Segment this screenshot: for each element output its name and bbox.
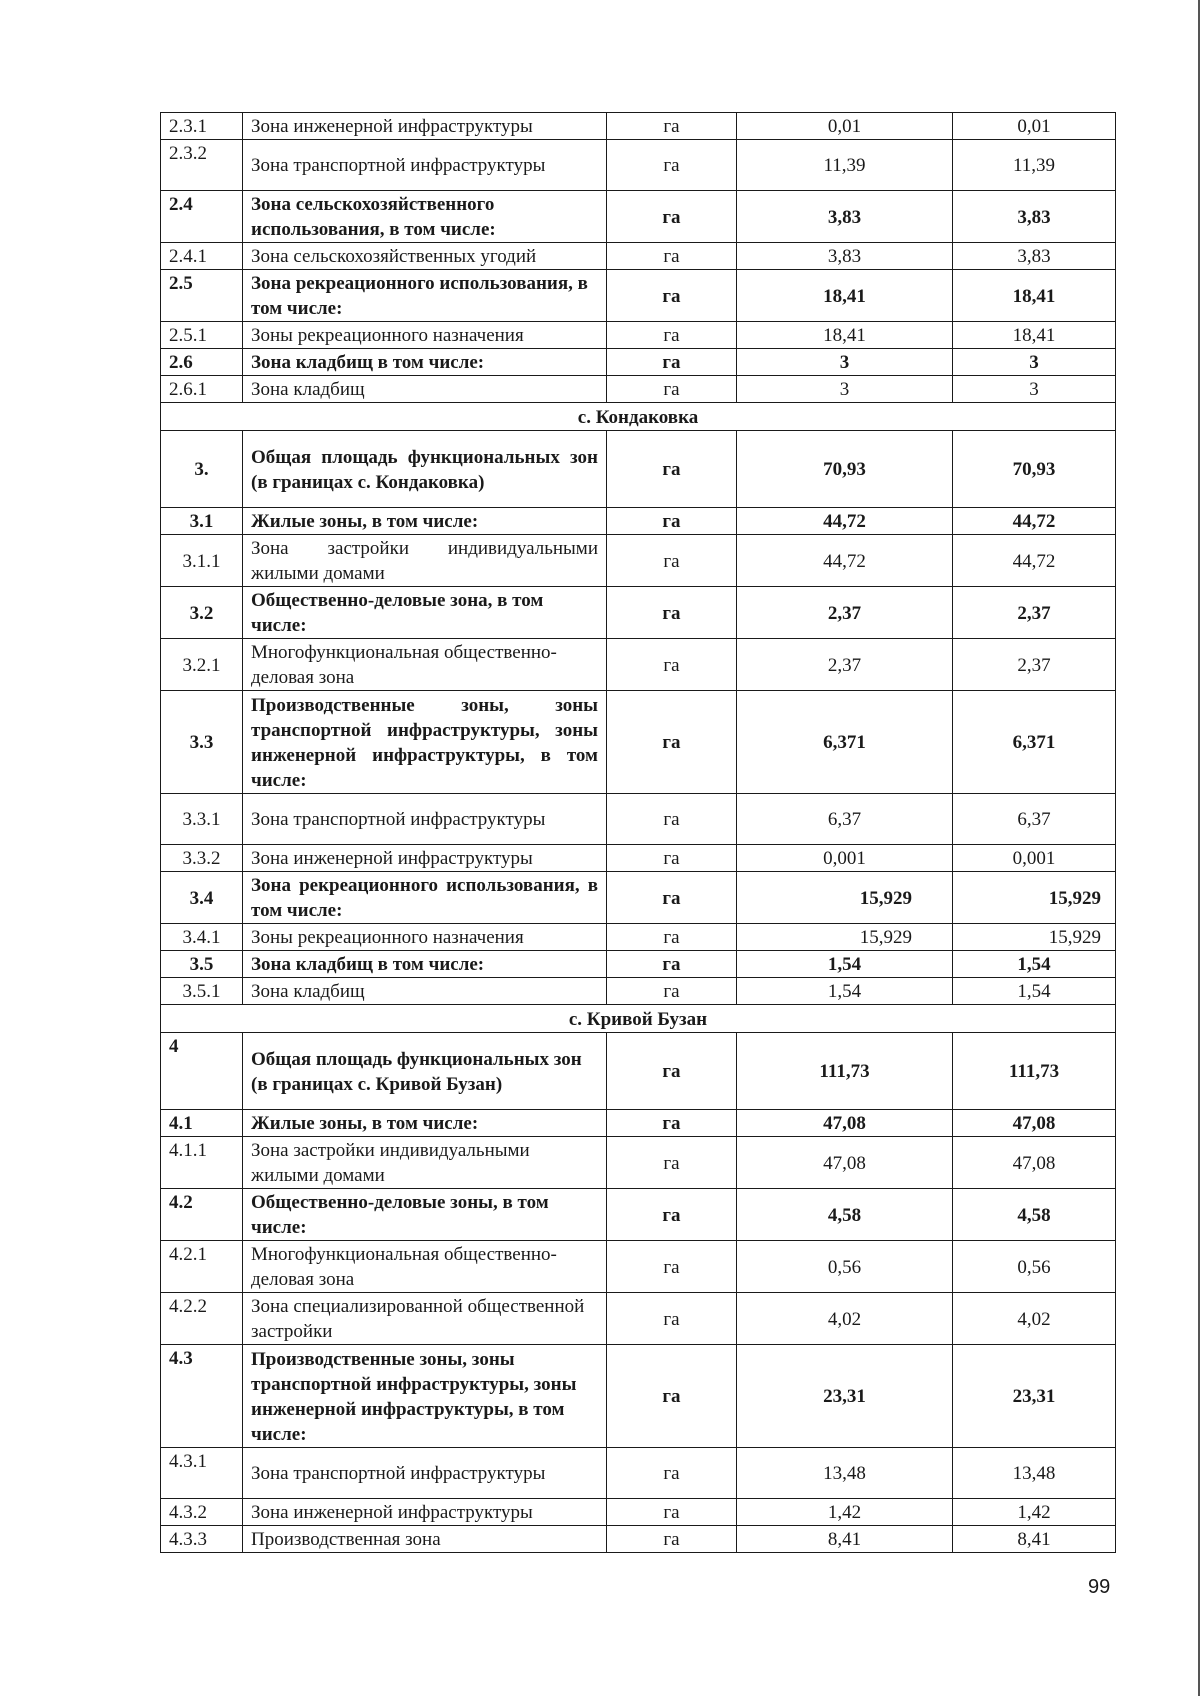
table-row bbox=[161, 1189, 1116, 1241]
value-1: 0,01 bbox=[737, 113, 953, 140]
zone-name: Зона транспортной инфраструктуры bbox=[243, 794, 607, 845]
zone-name: Зона сельскохозяйственного использования, в том числе: bbox=[243, 191, 607, 243]
value-2: 3,83 bbox=[953, 191, 1116, 243]
row-number: 2.5.1 bbox=[161, 322, 243, 349]
value-2: 3 bbox=[953, 349, 1116, 376]
value-2: 15,929 bbox=[953, 872, 1116, 924]
value-1: 11,39 bbox=[737, 140, 953, 191]
unit: га bbox=[607, 191, 737, 243]
value-1: 3,83 bbox=[737, 191, 953, 243]
table-row bbox=[161, 1345, 1116, 1448]
row-number: 4.3.2 bbox=[161, 1499, 243, 1526]
row-number: 4.2.1 bbox=[161, 1241, 243, 1293]
row-number: 2.4 bbox=[161, 191, 243, 243]
row-number: 2.6 bbox=[161, 349, 243, 376]
unit: га bbox=[607, 1241, 737, 1293]
value-2: 6,37 bbox=[953, 794, 1116, 845]
table-row bbox=[161, 691, 1116, 794]
table-row bbox=[161, 924, 1116, 951]
table-row bbox=[161, 322, 1116, 349]
zone-name: Зоны рекреационного назначения bbox=[243, 924, 607, 951]
zone-name: Зона кладбищ bbox=[243, 978, 607, 1005]
zone-name: Общая площадь функциональных зон (в границах с. Кондаковка) bbox=[243, 431, 607, 508]
table-row bbox=[161, 845, 1116, 872]
value-1: 44,72 bbox=[737, 508, 953, 535]
unit: га bbox=[607, 845, 737, 872]
zone-name: Зона рекреационного использования, в том числе: bbox=[243, 872, 607, 924]
unit: га bbox=[607, 243, 737, 270]
value-2: 2,37 bbox=[953, 587, 1116, 639]
unit: га bbox=[607, 1526, 737, 1553]
value-2: 0,01 bbox=[953, 113, 1116, 140]
value-1: 1,42 bbox=[737, 1499, 953, 1526]
value-1: 1,54 bbox=[737, 978, 953, 1005]
table-body bbox=[161, 113, 1116, 1553]
value-2: 18,41 bbox=[953, 322, 1116, 349]
value-2: 4,58 bbox=[953, 1189, 1116, 1241]
unit: га bbox=[607, 1448, 737, 1499]
zone-name: Зона застройки индивидуальными жилыми домами bbox=[243, 1137, 607, 1189]
zone-name: Производственные зоны, зоны транспортной инфраструктуры, зоны инженерной инфраструктуры, в том числе: bbox=[243, 1345, 607, 1448]
value-2: 111,73 bbox=[953, 1033, 1116, 1110]
unit: га bbox=[607, 431, 737, 508]
value-2: 70,93 bbox=[953, 431, 1116, 508]
zone-name: Зона инженерной инфраструктуры bbox=[243, 845, 607, 872]
value-1: 3 bbox=[737, 349, 953, 376]
unit: га bbox=[607, 794, 737, 845]
value-2: 4,02 bbox=[953, 1293, 1116, 1345]
table-row bbox=[161, 113, 1116, 140]
table-row bbox=[161, 535, 1116, 587]
row-number: 2.3.2 bbox=[161, 140, 243, 191]
zone-name: Зона инженерной инфраструктуры bbox=[243, 1499, 607, 1526]
row-number: 4.3.3 bbox=[161, 1526, 243, 1553]
value-2: 1,42 bbox=[953, 1499, 1116, 1526]
table-row bbox=[161, 191, 1116, 243]
zone-name: Зона застройки индивидуальными жилыми домами bbox=[243, 535, 607, 587]
section-title: с. Кондаковка bbox=[161, 403, 1116, 431]
page-number: 99 bbox=[1088, 1576, 1111, 1598]
row-number: 4.3.1 bbox=[161, 1448, 243, 1499]
value-2: 1,54 bbox=[953, 951, 1116, 978]
value-1: 47,08 bbox=[737, 1137, 953, 1189]
table-row bbox=[161, 1033, 1116, 1110]
table-row bbox=[161, 1526, 1116, 1553]
unit: га bbox=[607, 1137, 737, 1189]
row-number: 2.3.1 bbox=[161, 113, 243, 140]
value-1: 47,08 bbox=[737, 1110, 953, 1137]
row-number: 2.5 bbox=[161, 270, 243, 322]
value-1: 4,58 bbox=[737, 1189, 953, 1241]
value-1: 15,929 bbox=[737, 872, 953, 924]
table-row bbox=[161, 140, 1116, 191]
row-number: 4.3 bbox=[161, 1345, 243, 1448]
value-1: 6,371 bbox=[737, 691, 953, 794]
value-1: 0,56 bbox=[737, 1241, 953, 1293]
table-row bbox=[161, 794, 1116, 845]
value-2: 23,31 bbox=[953, 1345, 1116, 1448]
value-2: 1,54 bbox=[953, 978, 1116, 1005]
row-number: 2.4.1 bbox=[161, 243, 243, 270]
value-1: 3 bbox=[737, 376, 953, 403]
table-row bbox=[161, 431, 1116, 508]
unit: га bbox=[607, 113, 737, 140]
value-2: 3,83 bbox=[953, 243, 1116, 270]
zone-name: Жилые зоны, в том числе: bbox=[243, 508, 607, 535]
row-number: 3.3 bbox=[161, 691, 243, 794]
unit: га bbox=[607, 1189, 737, 1241]
value-1: 1,54 bbox=[737, 951, 953, 978]
row-number: 4.2 bbox=[161, 1189, 243, 1241]
value-1: 2,37 bbox=[737, 639, 953, 691]
section-title: с. Кривой Бузан bbox=[161, 1005, 1116, 1033]
unit: га bbox=[607, 1110, 737, 1137]
value-1: 8,41 bbox=[737, 1526, 953, 1553]
row-number: 2.6.1 bbox=[161, 376, 243, 403]
table-row bbox=[161, 951, 1116, 978]
value-1: 44,72 bbox=[737, 535, 953, 587]
unit: га bbox=[607, 349, 737, 376]
unit: га bbox=[607, 639, 737, 691]
table-row bbox=[161, 508, 1116, 535]
zone-name: Общественно-деловые зона, в том числе: bbox=[243, 587, 607, 639]
value-2: 0,56 bbox=[953, 1241, 1116, 1293]
table-row bbox=[161, 587, 1116, 639]
unit: га bbox=[607, 951, 737, 978]
value-2: 6,371 bbox=[953, 691, 1116, 794]
value-2: 44,72 bbox=[953, 508, 1116, 535]
value-1: 4,02 bbox=[737, 1293, 953, 1345]
zone-name: Зона кладбищ в том числе: bbox=[243, 951, 607, 978]
table-row bbox=[161, 872, 1116, 924]
row-number: 3.4 bbox=[161, 872, 243, 924]
value-2: 8,41 bbox=[953, 1526, 1116, 1553]
row-number: 3. bbox=[161, 431, 243, 508]
zone-name: Зона транспортной инфраструктуры bbox=[243, 140, 607, 191]
value-1: 111,73 bbox=[737, 1033, 953, 1110]
zone-name: Общественно-деловые зоны, в том числе: bbox=[243, 1189, 607, 1241]
value-2: 47,08 bbox=[953, 1137, 1116, 1189]
unit: га bbox=[607, 508, 737, 535]
zone-name: Общая площадь функциональных зон (в границах с. Кривой Бузан) bbox=[243, 1033, 607, 1110]
zone-name: Зона сельскохозяйственных угодий bbox=[243, 243, 607, 270]
table-row bbox=[161, 376, 1116, 403]
value-1: 13,48 bbox=[737, 1448, 953, 1499]
value-2: 44,72 bbox=[953, 535, 1116, 587]
zone-name: Производственная зона bbox=[243, 1526, 607, 1553]
table-row bbox=[161, 1110, 1116, 1137]
row-number: 3.5.1 bbox=[161, 978, 243, 1005]
row-number: 3.1 bbox=[161, 508, 243, 535]
unit: га bbox=[607, 978, 737, 1005]
table-row bbox=[161, 978, 1116, 1005]
zone-name: Зона кладбищ в том числе: bbox=[243, 349, 607, 376]
row-number: 4.1.1 bbox=[161, 1137, 243, 1189]
zone-name: Производственные зоны, зоны транспортной инфраструктуры, зоны инженерной инфраструктуры, в том числе: bbox=[243, 691, 607, 794]
section-row bbox=[161, 1005, 1116, 1033]
value-2: 47,08 bbox=[953, 1110, 1116, 1137]
row-number: 3.3.2 bbox=[161, 845, 243, 872]
unit: га bbox=[607, 1033, 737, 1110]
zone-name: Многофункциональная общественно-деловая зона bbox=[243, 1241, 607, 1293]
value-1: 18,41 bbox=[737, 270, 953, 322]
value-1: 0,001 bbox=[737, 845, 953, 872]
functional-zones-table bbox=[160, 112, 1116, 1553]
value-2: 15,929 bbox=[953, 924, 1116, 951]
unit: га bbox=[607, 1499, 737, 1526]
value-1: 70,93 bbox=[737, 431, 953, 508]
row-number: 3.3.1 bbox=[161, 794, 243, 845]
unit: га bbox=[607, 140, 737, 191]
value-1: 23,31 bbox=[737, 1345, 953, 1448]
unit: га bbox=[607, 587, 737, 639]
unit: га bbox=[607, 691, 737, 794]
row-number: 3.2.1 bbox=[161, 639, 243, 691]
table-row bbox=[161, 1241, 1116, 1293]
table-row bbox=[161, 243, 1116, 270]
value-1: 2,37 bbox=[737, 587, 953, 639]
value-2: 11,39 bbox=[953, 140, 1116, 191]
row-number: 3.5 bbox=[161, 951, 243, 978]
value-1: 15,929 bbox=[737, 924, 953, 951]
unit: га bbox=[607, 376, 737, 403]
unit: га bbox=[607, 322, 737, 349]
value-2: 0,001 bbox=[953, 845, 1116, 872]
table-row bbox=[161, 639, 1116, 691]
value-2: 2,37 bbox=[953, 639, 1116, 691]
value-1: 3,83 bbox=[737, 243, 953, 270]
value-2: 18,41 bbox=[953, 270, 1116, 322]
row-number: 3.4.1 bbox=[161, 924, 243, 951]
row-number: 3.1.1 bbox=[161, 535, 243, 587]
row-number: 4.1 bbox=[161, 1110, 243, 1137]
unit: га bbox=[607, 872, 737, 924]
unit: га bbox=[607, 1345, 737, 1448]
value-1: 18,41 bbox=[737, 322, 953, 349]
zone-name: Зона специализированной общественной застройки bbox=[243, 1293, 607, 1345]
zone-name: Жилые зоны, в том числе: bbox=[243, 1110, 607, 1137]
unit: га bbox=[607, 1293, 737, 1345]
zone-name: Зоны рекреационного назначения bbox=[243, 322, 607, 349]
table-row bbox=[161, 1499, 1116, 1526]
table-row bbox=[161, 1293, 1116, 1345]
value-2: 13,48 bbox=[953, 1448, 1116, 1499]
zone-name: Многофункциональная общественно-деловая зона bbox=[243, 639, 607, 691]
table-row bbox=[161, 1137, 1116, 1189]
row-number: 4.2.2 bbox=[161, 1293, 243, 1345]
row-number: 3.2 bbox=[161, 587, 243, 639]
zone-name: Зона транспортной инфраструктуры bbox=[243, 1448, 607, 1499]
unit: га bbox=[607, 535, 737, 587]
table-row bbox=[161, 349, 1116, 376]
zone-name: Зона рекреационного использования, в том числе: bbox=[243, 270, 607, 322]
table-row bbox=[161, 270, 1116, 322]
unit: га bbox=[607, 270, 737, 322]
table-row bbox=[161, 1448, 1116, 1499]
section-row bbox=[161, 403, 1116, 431]
unit: га bbox=[607, 924, 737, 951]
zone-name: Зона инженерной инфраструктуры bbox=[243, 113, 607, 140]
row-number: 4 bbox=[161, 1033, 243, 1110]
zone-name: Зона кладбищ bbox=[243, 376, 607, 403]
value-1: 6,37 bbox=[737, 794, 953, 845]
value-2: 3 bbox=[953, 376, 1116, 403]
